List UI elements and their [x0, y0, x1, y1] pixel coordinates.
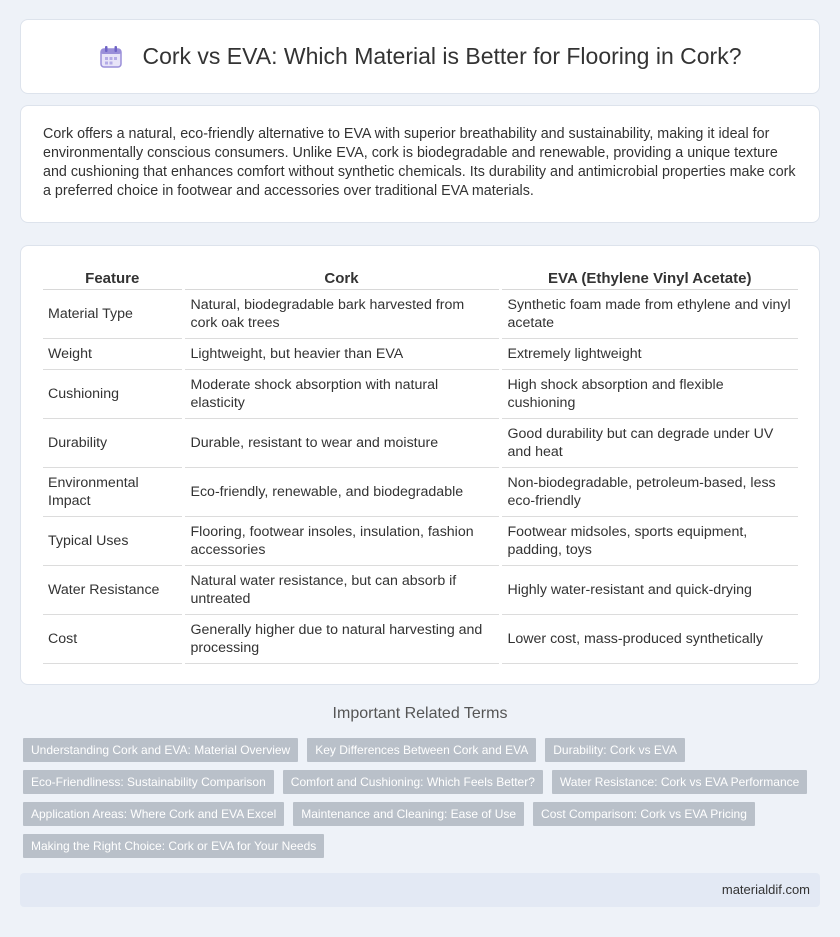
header-cork: Cork: [183, 268, 500, 290]
related-term-tag[interactable]: Durability: Cork vs EVA: [545, 738, 685, 762]
feature-cell: Environmental Impact: [43, 468, 183, 517]
feature-cell: Weight: [43, 339, 183, 370]
eva-cell: Footwear midsoles, sports equipment, padding, toys: [500, 517, 798, 566]
table-row: [43, 468, 798, 517]
feature-cell: Durability: [43, 419, 183, 468]
table-row: [43, 615, 798, 664]
eva-cell: Lower cost, mass-produced synthetically: [500, 615, 798, 664]
cork-cell: Durable, resistant to wear and moisture: [183, 419, 500, 468]
cork-cell: Natural water resistance, but can absorb if untreated: [183, 566, 500, 615]
table-row: [43, 370, 798, 419]
cork-cell: Moderate shock absorption with natural elasticity: [183, 370, 500, 419]
feature-cell: Cost: [43, 615, 183, 664]
related-term-tag[interactable]: Application Areas: Where Cork and EVA Excel: [23, 802, 284, 826]
eva-cell: Highly water-resistant and quick-drying: [500, 566, 798, 615]
related-term-tag[interactable]: Making the Right Choice: Cork or EVA for Your Needs: [23, 834, 324, 858]
title-wrap: [98, 43, 741, 70]
header-card: [20, 19, 820, 94]
header-eva: EVA (Ethylene Vinyl Acetate): [500, 268, 798, 290]
table-row: [43, 419, 798, 468]
header-feature: Feature: [43, 268, 183, 290]
comparison-table: [43, 268, 798, 664]
related-terms-list: [23, 738, 823, 858]
page-title: Cork vs EVA: Which Material is Better for Flooring in Cork?: [142, 43, 742, 69]
table-header-row: [43, 268, 798, 290]
cork-cell: Flooring, footwear insoles, insulation, fashion accessories: [183, 517, 500, 566]
related-terms-title: Important Related Terms: [332, 705, 508, 722]
calendar-icon: [98, 44, 124, 70]
table-row: [43, 566, 798, 615]
related-term-tag[interactable]: Maintenance and Cleaning: Ease of Use: [293, 802, 524, 826]
intro-card: [20, 105, 820, 223]
eva-cell: High shock absorption and flexible cushioning: [500, 370, 798, 419]
table-row: [43, 517, 798, 566]
feature-cell: Material Type: [43, 290, 183, 339]
table-row: [43, 290, 798, 339]
feature-cell: Typical Uses: [43, 517, 183, 566]
eva-cell: Synthetic foam made from ethylene and vinyl acetate: [500, 290, 798, 339]
feature-cell: Cushioning: [43, 370, 183, 419]
feature-cell: Water Resistance: [43, 566, 183, 615]
related-term-tag[interactable]: Water Resistance: Cork vs EVA Performance: [552, 770, 807, 794]
cork-cell: Eco-friendly, renewable, and biodegradable: [183, 468, 500, 517]
comparison-table-card: [20, 245, 820, 685]
eva-cell: Non-biodegradable, petroleum-based, less eco-friendly: [500, 468, 798, 517]
intro-paragraph: Cork offers a natural, eco-friendly alternative to EVA with superior breathability and sustainability, making it ideal for environmentally conscious consumers. Unlike EVA, cork is biodegradable and renewable, providing a unique texture and cushioning that enhances comfort without synthetic chemicals. Its durability and antimicrobial properties make cork a preferred choice in footwear and accessories over traditional EVA materials.: [43, 126, 796, 199]
related-term-tag[interactable]: Key Differences Between Cork and EVA: [307, 738, 536, 762]
eva-cell: Extremely lightweight: [500, 339, 798, 370]
footer-site-link[interactable]: materialdif.com: [721, 882, 810, 897]
related-term-tag[interactable]: Eco-Friendliness: Sustainability Comparison: [23, 770, 274, 794]
table-row: [43, 339, 798, 370]
cork-cell: Lightweight, but heavier than EVA: [183, 339, 500, 370]
related-term-tag[interactable]: Cost Comparison: Cork vs EVA Pricing: [533, 802, 755, 826]
related-term-tag[interactable]: Comfort and Cushioning: Which Feels Better?: [283, 770, 543, 794]
related-term-tag[interactable]: Understanding Cork and EVA: Material Overview: [23, 738, 298, 762]
footer: [20, 873, 820, 907]
cork-cell: Natural, biodegradable bark harvested from cork oak trees: [183, 290, 500, 339]
cork-cell: Generally higher due to natural harvesting and processing: [183, 615, 500, 664]
eva-cell: Good durability but can degrade under UV and heat: [500, 419, 798, 468]
